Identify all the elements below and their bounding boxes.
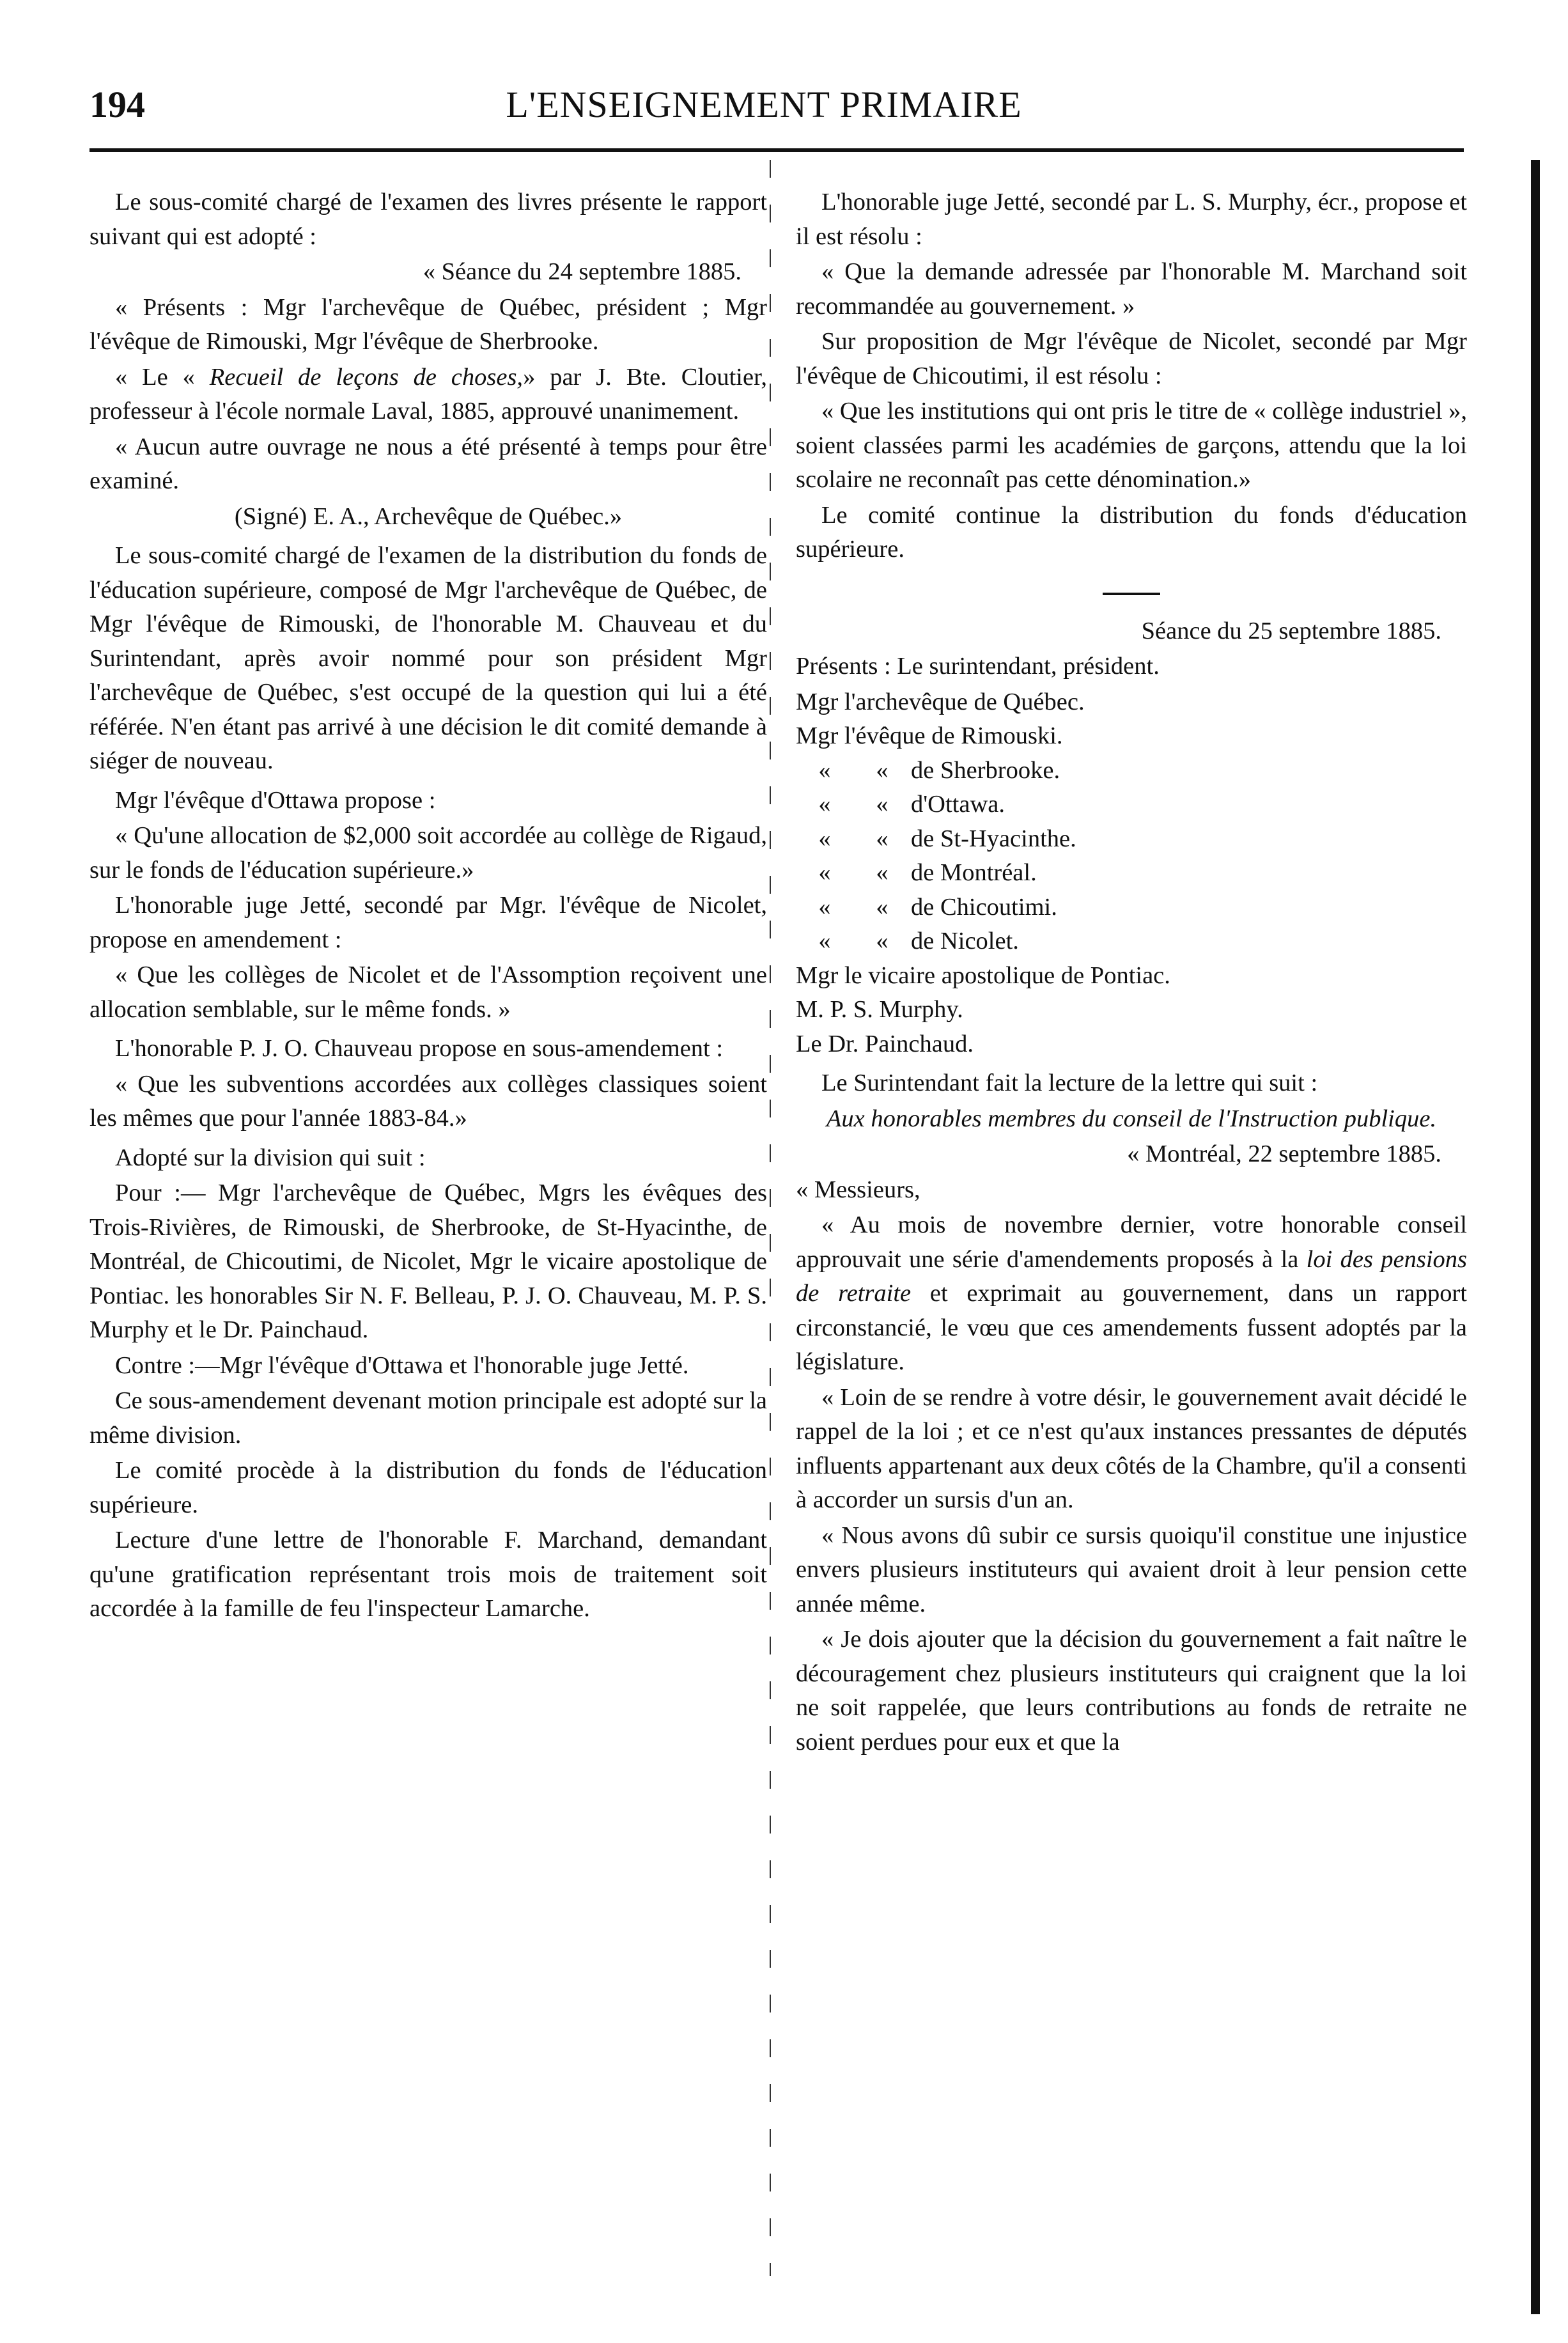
list-item bbox=[796, 754, 1467, 788]
list-item bbox=[796, 822, 1467, 857]
paragraph: Le comité continue la distribution du fonds d'éducation supérieure. bbox=[796, 501, 1467, 563]
attendee: de Sherbrooke. bbox=[911, 756, 1060, 784]
attendee: M. P. S. Murphy. bbox=[796, 996, 963, 1023]
session-date: Séance du 25 septembre 1885. bbox=[1141, 617, 1441, 644]
page-header bbox=[89, 83, 1438, 134]
paragraph: Le Surintendant fait la lecture de la lettre qui suit : bbox=[821, 1070, 1318, 1096]
paragraph bbox=[89, 361, 767, 429]
attendee: Mgr le vicaire apostolique de Pontiac. bbox=[796, 961, 1170, 989]
paragraph: Contre :—Mgr l'évêque d'Ottawa et l'honorable juge Jetté. bbox=[115, 1351, 689, 1379]
present-label: « Présents : bbox=[115, 293, 248, 321]
text: « Le « bbox=[115, 363, 210, 391]
margin-bar bbox=[1531, 160, 1540, 2314]
paragraph: « Qu'une allocation de $2,000 soit accordée au collège de Rigaud, sur le fonds de l'éducation supérieure.» bbox=[89, 822, 767, 883]
paragraph: « Aucun autre ouvrage ne nous a été présenté à temps pour être examiné. bbox=[89, 433, 767, 494]
letter-date: « Montréal, 22 septembre 1885. bbox=[1127, 1140, 1441, 1167]
paragraph: « Loin de se rendre à votre désir, le gouvernement avait décidé le rappel de la loi ; et ce n'est qu'aux instances pressantes de députés influents appartenant aux deux côtés de la Chambre, qu'il a consenti à accorder un sursis d'un an. bbox=[796, 1383, 1467, 1513]
paragraph: Ce sous-amendement devenant motion principale est adopté sur la même division. bbox=[89, 1387, 767, 1449]
ditto-mark: « bbox=[876, 756, 889, 784]
attendee: d'Ottawa. bbox=[911, 791, 1005, 818]
paragraph: L'honorable P. J. O. Chauveau propose en sous-amendement : bbox=[115, 1035, 724, 1062]
paragraph: Lecture d'une lettre de l'honorable F. Marchand, demandant qu'une gratification représentant trois mois de traitement soit accordée à la famille de feu l'inspecteur Lamarche. bbox=[89, 1527, 767, 1622]
ditto-mark: « bbox=[876, 791, 889, 818]
right-column bbox=[796, 185, 1467, 1761]
paragraph: L'honorable juge Jetté, secondé par Mgr. l'évêque de Nicolet, propose en amendement : bbox=[89, 892, 767, 953]
left-column bbox=[89, 185, 767, 1628]
attendee: Le Dr. Painchaud. bbox=[796, 1030, 974, 1057]
attendee: Mgr l'évêque de Rimouski. bbox=[796, 722, 1063, 749]
ditto-mark: « bbox=[876, 928, 889, 954]
paragraph: Mgr l'évêque d'Ottawa propose : bbox=[115, 786, 436, 814]
ditto-mark: « bbox=[818, 893, 831, 921]
paragraph: « Que la demande adressée par l'honorable M. Marchand soit recommandée au gouvernement. » bbox=[796, 258, 1467, 320]
attendee: Mgr l'archevêque de Québec. bbox=[796, 688, 1085, 715]
text: « Au mois de novembre dernier, votre honorable conseil approuvait une série d'amendements proposés à la bbox=[796, 1211, 1467, 1273]
ditto-mark: « bbox=[876, 825, 889, 852]
attendee: de Montréal. bbox=[911, 859, 1037, 886]
running-head: L'ENSEIGNEMENT PRIMAIRE bbox=[506, 84, 1022, 125]
letter-address: Aux honorables membres du conseil de l'Instruction publique. bbox=[826, 1105, 1437, 1132]
paragraph: « Séance du 24 septembre 1885. bbox=[423, 258, 741, 285]
list-item bbox=[796, 993, 1467, 1027]
list-item bbox=[796, 788, 1467, 822]
ditto-mark: « bbox=[876, 859, 889, 886]
paragraph: Le comité procède à la distribution du fonds de l'éducation supérieure. bbox=[89, 1457, 767, 1518]
salutation: « Messieurs, bbox=[796, 1176, 920, 1203]
ditto-mark: « bbox=[818, 928, 831, 954]
paragraph: Sur proposition de Mgr l'évêque de Nicolet, secondé par Mgr l'évêque de Chicoutimi, il est résolu : bbox=[796, 328, 1467, 389]
paragraph: « Nous avons dû subir ce sursis quoiqu'il constitue une injustice envers plusieurs instituteurs qui avaient droit à leur pension cette année même. bbox=[796, 1522, 1467, 1617]
ditto-mark: « bbox=[818, 756, 831, 784]
paragraph: « Que les institutions qui ont pris le titre de « collège industriel », soient classées parmi les académies de garçons, attendu que la loi scolaire ne reconnaît pas cette dénomination.» bbox=[796, 398, 1467, 493]
text: et exprimait au gouvernement, dans un rapport circonstancié, le vœu que ces amendements fussent adoptés par la législature. bbox=[796, 1280, 1467, 1375]
column-divider bbox=[770, 160, 771, 2276]
list-item bbox=[796, 959, 1467, 993]
paragraph: « Que les subventions accordées aux collèges classiques soient les mêmes que pour l'année 1883-84.» bbox=[89, 1070, 767, 1132]
list-item bbox=[796, 891, 1467, 925]
book-title: Recueil de leçons de choses, bbox=[209, 363, 524, 391]
paragraph: L'honorable juge Jetté, secondé par L. S. Murphy, écr., propose et il est résolu : bbox=[796, 189, 1467, 250]
ditto-mark: « bbox=[876, 893, 889, 921]
header-rule bbox=[89, 148, 1464, 152]
list-item bbox=[796, 1027, 1467, 1062]
list-item bbox=[796, 719, 1467, 754]
list-item bbox=[796, 685, 1467, 720]
paragraph bbox=[89, 291, 767, 359]
paragraph: « Que les collèges de Nicolet et de l'Assomption reçoivent une allocation semblable, sur le même fonds. » bbox=[89, 961, 767, 1023]
paragraph: Pour :— Mgr l'archevêque de Québec, Mgrs les évêques des Trois-Rivières, de Rimouski, de Sherbrooke, de St-Hyacinthe, de Montréal, de Chicoutimi, de Nicolet, Mgr le vicaire apostolique de Pontiac. les honorables Sir N. F. Belleau, P. J. O. Chauveau, M. P. S. Murphy et le Dr. Painchaud. bbox=[89, 1179, 767, 1343]
law-title: loi des pensions de retraite bbox=[796, 1245, 1468, 1307]
ditto-mark: « bbox=[818, 825, 831, 852]
attendee: de St-Hyacinthe. bbox=[911, 825, 1076, 852]
paragraph: « Je dois ajouter que la décision du gouvernement a fait naître le découragement chez plusieurs instituteurs qui craignent que la loi ne soit rappelée, que leurs contributions au fonds de retraite ne soient perdues pour eux et que la bbox=[796, 1626, 1467, 1755]
section-separator bbox=[1103, 593, 1160, 595]
paragraph: Adopté sur la division qui suit : bbox=[115, 1144, 426, 1171]
ditto-mark: « bbox=[818, 859, 831, 886]
attendee-list bbox=[796, 685, 1467, 1062]
list-item bbox=[796, 856, 1467, 891]
page-number: 194 bbox=[89, 84, 145, 125]
signature: (Signé) E. A., Archevêque de Québec.» bbox=[234, 502, 623, 530]
paragraph: Le sous-comité chargé de l'examen de la distribution du fonds de l'éducation supérieure, composé de Mgr l'archevêque de Québec, de Mgr l'évêque de Rimouski, de l'honorable M. Chauveau et du Surintendant, après avoir nommé pour son président Mgr l'archevêque de Québec, s'est occupé de la question qui lui a été référée. N'en étant pas arrivé à une décision le dit comité demande à siéger de nouveau. bbox=[89, 542, 767, 774]
paragraph: Le sous-comité chargé de l'examen des livres présente le rapport suivant qui est adopté : bbox=[89, 189, 767, 250]
ditto-mark: « bbox=[818, 791, 831, 818]
attendee: de Nicolet. bbox=[911, 928, 1019, 954]
text: » par J. Bte. Cloutier, professeur à l'école normale Laval, 1885, approuvé unanimement. bbox=[89, 363, 767, 424]
paragraph bbox=[796, 1208, 1467, 1380]
list-item bbox=[796, 924, 1467, 959]
present-text: Mgr l'archevêque de Québec, président ; Mgr l'évêque de Rimouski, Mgr l'évêque de Sherbrooke. bbox=[89, 293, 767, 355]
attendee: de Chicoutimi. bbox=[911, 893, 1057, 921]
presents-line: Présents : Le surintendant, président. bbox=[796, 653, 1160, 680]
